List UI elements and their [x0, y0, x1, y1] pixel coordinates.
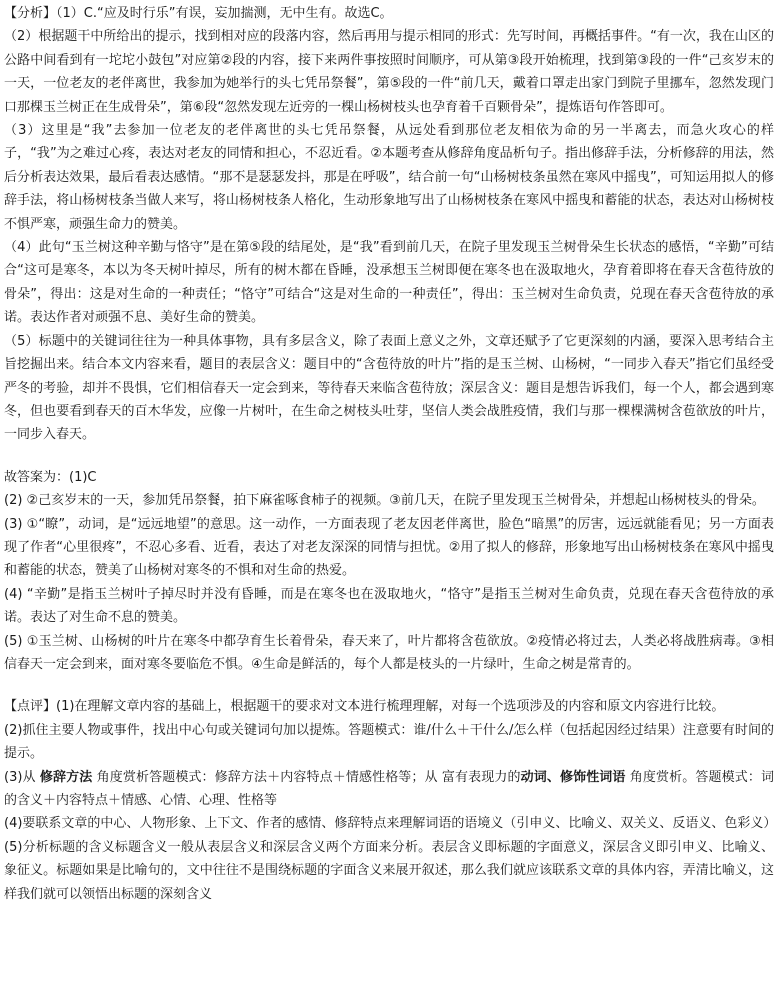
comment-q4: (4)要联系文章的中心、人物形象、上下文、作者的感情、修辞特点来理解词语的语境义（引申义、比喻义、双关义、反语义、色彩义） [4, 816, 777, 832]
analysis-q3: （3）这里是“我”去参加一位老友的老伴离世的头七凭吊祭餐，从远处看到那位老友相依为命的另一半离去，而急火攻心的样子，“我”为之难过心疼，表达对老友的同情和担心，不忍近看。②本题考查从修辞角度品析句子。指出修辞手法，分析修辞的用法，然后分析表达效果，最后看表达感情。“那不是瑟瑟发抖，那是在呼吸”，结合前一句“山杨树枝条虽然在寒风中摇曳”，可知运用拟人的修辞手法，将山杨树枝条当做人来写，将山杨树枝条人格化，生动形象地写出了山杨树枝条在寒风中摇曳和蓄能的状态，表达对山杨树枝不惧严寒，顽强生命力的赞美。 [4, 123, 774, 232]
answer-q1: 故答案为：(1)C [4, 469, 97, 485]
comment-q1: 【点评】(1)在理解文章内容的基础上，根据题干的要求对文本进行梳理理解，对每一个选项涉及的内容和原文内容进行比较。 [4, 699, 725, 715]
comment-q3 [4, 766, 774, 813]
answer-q4: (4) “辛勤”是指玉兰树叶子掉尽时并没有昏睡，而是在寒冬也在汲取地火，“恪守”是指玉兰树对生命负责，兑现在春天含苞待放的承诺。表达了对生命不息的赞美。 [4, 586, 774, 626]
analysis-q5: （5）标题中的关键词往往为一种具体事物，具有多层含义，除了表面上意义之外，文章还赋予了它更深刻的内涵，要深入思考结合主旨挖掘出来。结合本文内容来看，题目的表层含义：题目中的“含苞待放的叶片”指的是玉兰树、山杨树，“一同步入春天”指它们虽经受严冬的考验，却并不畏惧，它们相信春天一定会到来，等待春天来临含苞待放；深层含义：题目是想告诉我们，每一个人，都会遇到寒冬，但也要看到春天的百木华发，应像一片树叶，在生命之树枝头吐芽，坚信人类会战胜疫情，我们与那一棵棵满树含苞欲放的叶片，一同步入春天。 [4, 333, 774, 443]
comment-q2: (2)抓住主要人物或事件，找出中心句或关键词句加以提炼。答题模式：谁/什么＋干什么/怎么样（包括起因经过结果）注意要有时间的提示。 [4, 722, 774, 762]
comment-q3-mid: 角度赏析答题模式：修辞方法＋内容特点＋情感性格等；从 富有表现力的 [92, 769, 521, 785]
keyword-rhetoric: 修辞方法 [39, 769, 93, 785]
comment-q3-lead: (3)从 [4, 769, 40, 785]
analysis-q2: （2）根据题干中所给出的提示，找到相对应的段落内容，然后再用与提示相同的形式：先写时间，再概括事件。“有一次，我在山区的公路中间看到有一坨坨小鼓包”对应第②段的内容，接下来两件事按照时间顺序，可从第③段开始梳理，找到第③段的一件“己亥岁末的一天，一位老友的老伴离世，我参加为她举行的头七凭吊祭餐”，第⑤段的一件“前几天，戴着口罩走出家门到院子里挪车，忽然发现门口那棵玉兰树正在生成骨朵”，第⑥段“忽然发现左近旁的一棵山杨树枝头也孕育着千百颗骨朵”，提炼语句作答即可。 [4, 29, 774, 115]
comment-q5: (5)分析标题的含义标题含义一般从表层含义和深层含义两个方面来分析。表层含义即标题的字面意义，深层含义即引申义、比喻义、象征义。标题如果是比喻句的，文中往往不是围绕标题的字面含义来展开叙述，那么我们就应该联系文章的具体内容，弄清比喻义，这样我们就可以领悟出标题的深刻含义 [4, 839, 774, 902]
analysis-section [4, 2, 774, 447]
answer-q3: (3) ①“瞭”，动词，是“远远地望”的意思。这一动作，一方面表现了老友因老伴离世，脸色“暗黑”的厉害，远远就能看见；另一方面表现了作者“心里很疼”，不忍心多看、近看，表达了对老友深深的同情与担忧。②用了拟人的修辞，形象地写出山杨树枝条在寒风中摇曳和蓄能的状态，赞美了山杨树对寒冬的不惧和对生命的热爱。 [4, 516, 774, 579]
keyword-verbs-modifiers: 动词、修饰性词语 [520, 769, 626, 785]
analysis-q4: （4）此句“玉兰树这种辛勤与恪守”是在第⑤段的结尾处，是“我”看到前几天，在院子里发现玉兰树骨朵生长状态的感悟，“辛勤”可结合“这可是寒冬，本以为冬天树叶掉尽，所有的树木都在昏睡，没承想玉兰树即便在寒冬也在汲取地火，孕育着即将在春天含苞待放的骨朵”，得出：这是对生命的一种责任；“恪守”可结合“这是对生命的一种责任”，得出：玉兰树对生命负责，兑现在春天含苞待放的承诺。表达作者对顽强不息、美好生命的赞美。 [4, 240, 774, 326]
answer-q2: (2) ②己亥岁末的一天，参加凭吊祭餐，拍下麻雀啄食柿子的视频。③前几天，在院子里发现玉兰树骨朵，并想起山杨树枝头的骨朵。 [4, 493, 765, 509]
comment-section [4, 695, 777, 906]
answer-q5: (5) ①玉兰树、山杨树的叶片在寒冬中都孕育生长着骨朵，春天来了，叶片都将含苞欲放。②疫情必将过去，人类必将战胜病毒。③相信春天一定会到来，面对寒冬要临危不惧。④生命是鲜活的，每个人都是枝头的一片绿叶，生命之树是常青的。 [4, 633, 774, 672]
comment-q3-tail: 角度赏析。答题模式：词的含义＋内容特点＋情感、心情、心理、性格等 [4, 769, 774, 808]
answer-section [4, 466, 774, 677]
analysis-q1: 【分析】（1）C.“应及时行乐”有误，妄加揣测，无中生有。故选C。 [4, 6, 393, 21]
